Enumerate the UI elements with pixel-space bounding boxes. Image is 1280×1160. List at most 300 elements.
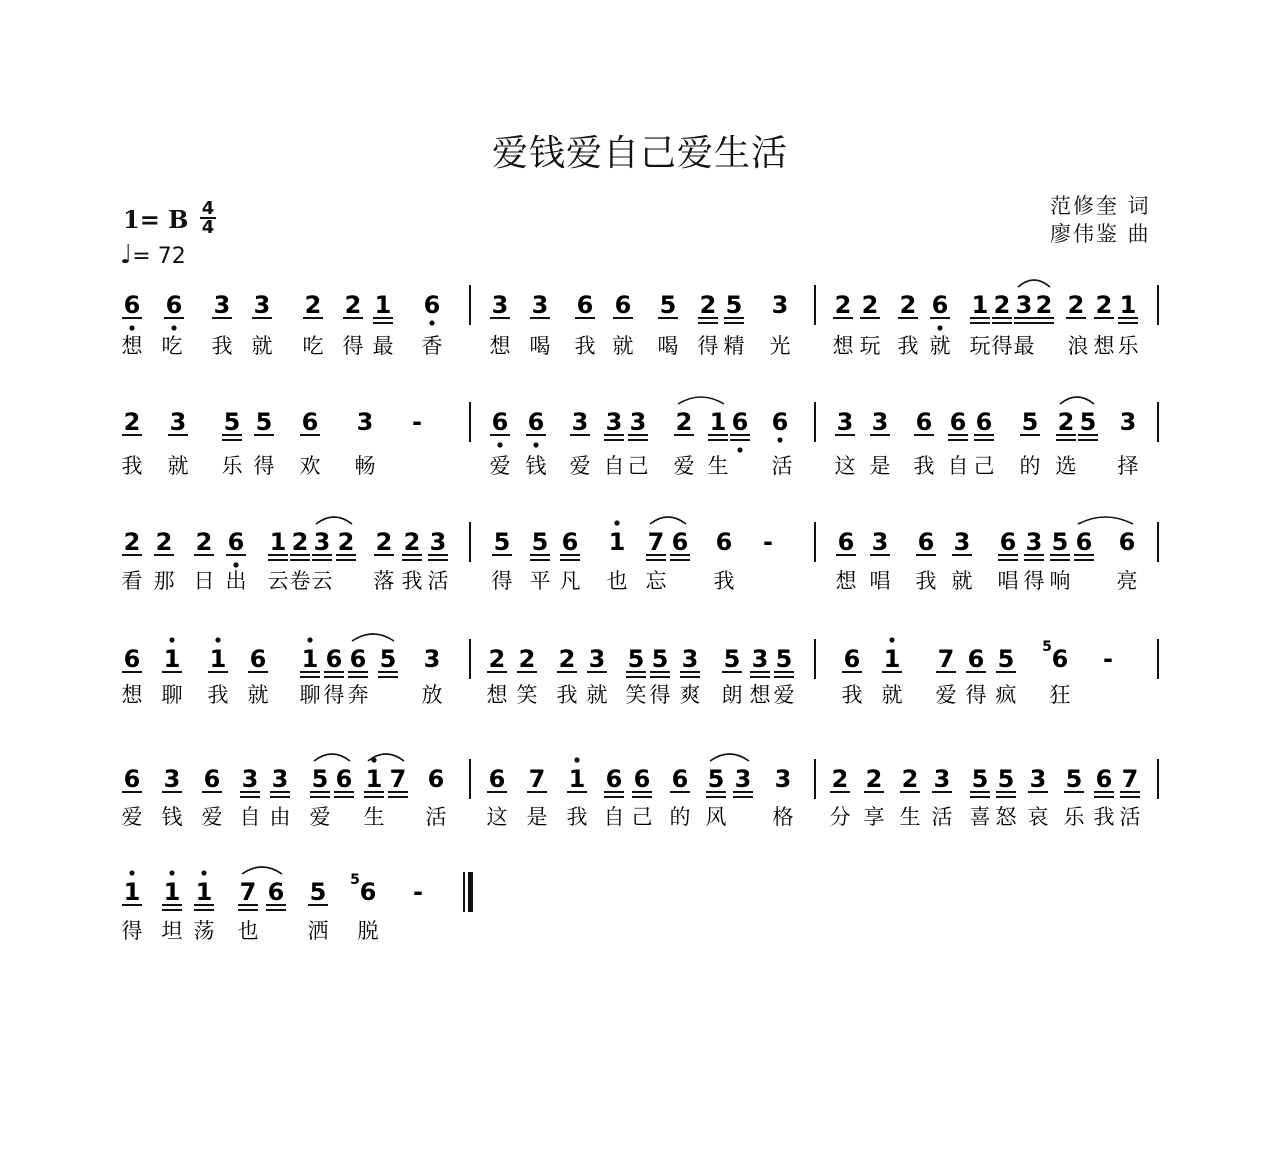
lyric-character: 唱 <box>997 569 1019 593</box>
note: 5 <box>707 765 725 793</box>
composer-credit: 廖伟鉴 曲 <box>1050 222 1151 246</box>
note: 1 <box>709 408 727 436</box>
note: 6 <box>999 528 1017 556</box>
note: 7 <box>937 645 955 673</box>
lyric-character: 我 <box>211 334 233 358</box>
note: 3 <box>1029 765 1047 793</box>
note: 2 <box>834 291 852 319</box>
slur-arc <box>1018 280 1050 287</box>
time-signature-top: 4 <box>201 198 215 219</box>
lyric-character: 忘 <box>645 569 667 593</box>
lyric-character: 就 <box>247 683 269 707</box>
lyric-character: 就 <box>586 683 608 707</box>
lyric-character: 这 <box>486 805 508 829</box>
lyric-character: 我 <box>841 683 863 707</box>
note: 6 <box>249 645 267 673</box>
lyric-character: 云 <box>311 569 333 593</box>
lyric-character: 爱 <box>121 805 143 829</box>
song-title: 爱钱爱自己爱生活 <box>491 133 788 174</box>
note: 5 <box>997 645 1015 673</box>
note: 1 <box>971 291 989 319</box>
note: 6 <box>671 528 689 556</box>
lyric-character: 我 <box>207 683 229 707</box>
low-octave-dot <box>777 437 782 442</box>
note: 3 <box>933 765 951 793</box>
note: 6 <box>227 528 245 556</box>
lyric-character: 狂 <box>1049 683 1071 707</box>
note: 6 <box>491 408 509 436</box>
note: 6 <box>203 765 221 793</box>
note: 5 <box>255 408 273 436</box>
note: 5 <box>311 765 329 793</box>
note: 1 <box>608 528 626 556</box>
final-bar-thick <box>468 872 473 912</box>
note: 2 <box>699 291 717 319</box>
slur-arc <box>352 634 394 641</box>
lyric-character: 浪 <box>1067 334 1089 358</box>
note: 7 <box>1121 765 1139 793</box>
note: 6 <box>967 645 985 673</box>
lyric-character: 爽 <box>679 683 701 707</box>
note: 3 <box>571 408 589 436</box>
lyric-character: 活 <box>1119 805 1141 829</box>
note: 6 <box>576 291 594 319</box>
note: 6 <box>671 765 689 793</box>
note: 3 <box>734 765 752 793</box>
low-octave-dot <box>533 442 538 447</box>
note: 6 <box>931 291 949 319</box>
lyric-character: 我 <box>713 569 735 593</box>
lyric-character: 风 <box>705 805 727 829</box>
note: 6 <box>917 528 935 556</box>
note: 6 <box>1075 528 1093 556</box>
lyric-character: 最 <box>372 334 394 358</box>
lyric-character: 看 <box>121 569 143 593</box>
lyric-character: 自 <box>947 454 969 478</box>
note: 2 <box>899 291 917 319</box>
note: 3 <box>253 291 271 319</box>
note: 3 <box>356 408 374 436</box>
lyric-character: 己 <box>973 454 995 478</box>
lyric-character: 我 <box>574 334 596 358</box>
lyric-character: 喜 <box>969 805 991 829</box>
note: 2 <box>558 645 576 673</box>
lyric-character: 响 <box>1049 569 1071 593</box>
lyric-character: 想 <box>121 683 143 707</box>
note: 1 <box>269 528 287 556</box>
note: 2 <box>518 645 536 673</box>
note: 2 <box>865 765 883 793</box>
note: 7 <box>389 765 407 793</box>
lyric-character: 得 <box>253 454 275 478</box>
note: - <box>763 528 773 556</box>
note: 1 <box>1119 291 1137 319</box>
lyric-character: 是 <box>526 805 548 829</box>
high-octave-dot <box>574 757 579 762</box>
note: 5 <box>627 645 645 673</box>
note: 3 <box>163 765 181 793</box>
lyric-character: 吃 <box>161 334 183 358</box>
lyric-character: 疯 <box>995 683 1017 707</box>
lyric-character: 爱 <box>309 805 331 829</box>
note: 6 <box>423 291 441 319</box>
lyric-character: 日 <box>193 569 215 593</box>
low-octave-dot <box>129 325 134 330</box>
lyric-character: 得 <box>649 683 671 707</box>
note: 1 <box>195 878 213 906</box>
note: 3 <box>1015 291 1033 319</box>
grace-note: 5 <box>1042 639 1052 655</box>
note: 6 <box>1118 528 1136 556</box>
note: 2 <box>403 528 421 556</box>
lyric-character: 选 <box>1055 454 1077 478</box>
slur-arc <box>1060 397 1094 404</box>
note: 6 <box>605 765 623 793</box>
lyric-character: 自 <box>603 805 625 829</box>
lyric-character: 那 <box>153 569 175 593</box>
lyric-character: 坦 <box>161 919 183 943</box>
lyric-character: 就 <box>251 334 273 358</box>
note: 1 <box>301 645 319 673</box>
note: 7 <box>239 878 257 906</box>
slur-arc <box>710 754 749 761</box>
lyric-character: 洒 <box>307 919 329 943</box>
lyric-character: 活 <box>425 805 447 829</box>
lyric-character: 爱 <box>773 683 795 707</box>
lyric-character: 朗 <box>721 683 743 707</box>
low-octave-dot <box>171 325 176 330</box>
high-octave-dot <box>889 637 894 642</box>
lyric-character: 爱 <box>935 683 957 707</box>
note: 6 <box>614 291 632 319</box>
note: 6 <box>123 291 141 319</box>
note: 3 <box>836 408 854 436</box>
note: 5 <box>725 291 743 319</box>
note: 6 <box>837 528 855 556</box>
lyric-character: 钱 <box>161 805 183 829</box>
note: 6 <box>915 408 933 436</box>
high-octave-dot <box>215 637 220 642</box>
lyric-character: 是 <box>869 454 891 478</box>
note: 2 <box>291 528 309 556</box>
lyric-character: 想 <box>749 683 771 707</box>
note: 5 <box>223 408 241 436</box>
note: 1 <box>163 878 181 906</box>
lyric-character: 的 <box>669 805 691 829</box>
note: 3 <box>1119 408 1137 436</box>
note: 6 <box>301 408 319 436</box>
note: - <box>1103 645 1113 673</box>
quarter-note-icon: ♩ <box>120 240 133 270</box>
note: 6 <box>949 408 967 436</box>
note: 6 <box>267 878 285 906</box>
note: 1 <box>365 765 383 793</box>
lyric-character: 畅 <box>354 454 376 478</box>
slur-arc <box>650 517 686 524</box>
lyric-character: 活 <box>427 569 449 593</box>
note: 6 <box>325 645 343 673</box>
note: 3 <box>313 528 331 556</box>
lyric-character: 想 <box>489 334 511 358</box>
lyric-character: 享 <box>863 805 885 829</box>
note: 3 <box>1025 528 1043 556</box>
note: 5 <box>659 291 677 319</box>
lyric-character: 奔 <box>347 683 369 707</box>
note: 2 <box>304 291 322 319</box>
lyric-character: 得 <box>342 334 364 358</box>
note: 3 <box>271 765 289 793</box>
note: 3 <box>774 765 792 793</box>
note: 3 <box>491 291 509 319</box>
lyric-character: 我 <box>566 805 588 829</box>
note: 6 <box>1051 645 1069 673</box>
lyric-character: 唱 <box>869 569 891 593</box>
lyric-character: 吃 <box>302 334 324 358</box>
lyric-character: 精 <box>723 334 745 358</box>
note: 2 <box>993 291 1011 319</box>
note: 3 <box>241 765 259 793</box>
note: 3 <box>605 408 623 436</box>
note: 2 <box>123 408 141 436</box>
note: 6 <box>771 408 789 436</box>
note: 3 <box>588 645 606 673</box>
lyric-character: 得 <box>697 334 719 358</box>
lyric-character: 香 <box>421 334 443 358</box>
lyric-character: 卷 <box>289 569 311 593</box>
note: 2 <box>861 291 879 319</box>
note: 3 <box>751 645 769 673</box>
lyric-character: 出 <box>225 569 247 593</box>
lyric-character: 就 <box>929 334 951 358</box>
lyric-character: 爱 <box>201 805 223 829</box>
low-octave-dot <box>497 442 502 447</box>
lyric-character: 最 <box>1013 334 1035 358</box>
lyric-character: 凡 <box>559 569 581 593</box>
note: 3 <box>531 291 549 319</box>
note: 3 <box>871 528 889 556</box>
lyric-character: 乐 <box>1063 805 1085 829</box>
high-octave-dot <box>169 870 174 875</box>
note: - <box>412 408 422 436</box>
lyric-character: 格 <box>772 805 794 829</box>
note: 2 <box>831 765 849 793</box>
lyric-character: 自 <box>603 454 625 478</box>
tempo-value: = 72 <box>132 244 186 269</box>
note: 2 <box>155 528 173 556</box>
note: 1 <box>568 765 586 793</box>
high-octave-dot <box>614 520 619 525</box>
note: 2 <box>123 528 141 556</box>
note: - <box>413 878 423 906</box>
note: 2 <box>488 645 506 673</box>
note: 5 <box>775 645 793 673</box>
note: 2 <box>1067 291 1085 319</box>
lyric-character: 己 <box>627 454 649 478</box>
lyric-character: 得 <box>121 919 143 943</box>
note: 1 <box>123 878 141 906</box>
high-octave-dot <box>307 637 312 642</box>
note: 6 <box>123 645 141 673</box>
lyric-character: 乐 <box>1117 334 1139 358</box>
note: 2 <box>375 528 393 556</box>
lyric-character: 生 <box>899 805 921 829</box>
lyric-character: 想 <box>832 334 854 358</box>
note: 3 <box>423 645 441 673</box>
note: 6 <box>488 765 506 793</box>
note: 6 <box>633 765 651 793</box>
lyric-character: 就 <box>881 683 903 707</box>
lyric-character: 怒 <box>995 805 1017 829</box>
lyric-character: 哀 <box>1027 805 1049 829</box>
note: 6 <box>527 408 545 436</box>
slur-arc <box>314 754 350 761</box>
lyric-character: 云 <box>267 569 289 593</box>
note: 5 <box>651 645 669 673</box>
note: 5 <box>309 878 327 906</box>
lyric-character: 我 <box>915 569 937 593</box>
note: 5 <box>531 528 549 556</box>
note: 3 <box>953 528 971 556</box>
key-signature: 1= B <box>123 205 189 234</box>
note: 6 <box>715 528 733 556</box>
slur-arc <box>1078 517 1133 524</box>
note: 3 <box>681 645 699 673</box>
note: 5 <box>1051 528 1069 556</box>
note: 6 <box>561 528 579 556</box>
lyric-character: 玩 <box>969 334 991 358</box>
note: 2 <box>1095 291 1113 319</box>
note: 2 <box>195 528 213 556</box>
low-octave-dot <box>429 320 434 325</box>
lyric-character: 荡 <box>193 919 215 943</box>
lyric-character: 得 <box>991 334 1013 358</box>
note: 5 <box>1021 408 1039 436</box>
lyric-character: 择 <box>1117 454 1139 478</box>
lyric-character: 光 <box>769 334 791 358</box>
lyric-character: 笑 <box>625 683 647 707</box>
lyric-character: 活 <box>931 805 953 829</box>
grace-note: 5 <box>350 872 360 888</box>
lyric-character: 我 <box>556 683 578 707</box>
note: 6 <box>165 291 183 319</box>
lyric-character: 喝 <box>657 334 679 358</box>
note: 3 <box>213 291 231 319</box>
lyric-character: 的 <box>1019 454 1041 478</box>
lyric-character: 想 <box>486 683 508 707</box>
slur-arc <box>242 867 282 874</box>
lyric-character: 爱 <box>673 454 695 478</box>
lyric-character: 得 <box>491 569 513 593</box>
lyric-character: 我 <box>401 569 423 593</box>
note: 6 <box>843 645 861 673</box>
lyric-character: 钱 <box>525 454 547 478</box>
note: 3 <box>429 528 447 556</box>
lyric-character: 就 <box>951 569 973 593</box>
note: 5 <box>1065 765 1083 793</box>
note: 1 <box>883 645 901 673</box>
low-octave-dot <box>937 325 942 330</box>
lyric-character: 玩 <box>859 334 881 358</box>
note: 6 <box>1095 765 1113 793</box>
note: 6 <box>335 765 353 793</box>
lyric-character: 由 <box>269 805 291 829</box>
note: 5 <box>723 645 741 673</box>
lyric-character: 放 <box>421 683 443 707</box>
note: 5 <box>971 765 989 793</box>
note: 1 <box>374 291 392 319</box>
lyricist-credit: 范修奎 词 <box>1050 194 1151 218</box>
note: 1 <box>163 645 181 673</box>
note: 6 <box>349 645 367 673</box>
note: 2 <box>344 291 362 319</box>
lyric-character: 亮 <box>1116 569 1138 593</box>
lyric-character: 平 <box>529 569 551 593</box>
lyric-character: 爱 <box>569 454 591 478</box>
note: 3 <box>629 408 647 436</box>
note: 5 <box>997 765 1015 793</box>
note: 7 <box>647 528 665 556</box>
lyric-character: 想 <box>1093 334 1115 358</box>
lyric-character: 爱 <box>489 454 511 478</box>
lyric-character: 我 <box>913 454 935 478</box>
note: 6 <box>731 408 749 436</box>
lyric-character: 己 <box>631 805 653 829</box>
lyric-character: 分 <box>829 805 851 829</box>
note: 2 <box>901 765 919 793</box>
lyric-character: 生 <box>363 805 385 829</box>
note: 6 <box>427 765 445 793</box>
lyric-character: 得 <box>965 683 987 707</box>
lyric-character: 也 <box>237 919 259 943</box>
note: 2 <box>337 528 355 556</box>
note: 2 <box>1035 291 1053 319</box>
note: 2 <box>1057 408 1075 436</box>
lyric-character: 脱 <box>357 919 379 943</box>
lyric-character: 这 <box>834 454 856 478</box>
note: 6 <box>975 408 993 436</box>
lyric-character: 我 <box>1093 805 1115 829</box>
lyric-character: 得 <box>1023 569 1045 593</box>
lyric-character: 想 <box>121 334 143 358</box>
lyric-character: 就 <box>167 454 189 478</box>
lyric-character: 落 <box>373 569 395 593</box>
note: 6 <box>123 765 141 793</box>
lyric-character: 我 <box>121 454 143 478</box>
lyric-character: 就 <box>612 334 634 358</box>
note: 6 <box>359 878 377 906</box>
lyric-character: 生 <box>707 454 729 478</box>
lyric-character: 笑 <box>516 683 538 707</box>
note: 3 <box>771 291 789 319</box>
lyric-character: 自 <box>239 805 261 829</box>
slur-arc <box>316 517 352 524</box>
note: 1 <box>209 645 227 673</box>
lyric-character: 活 <box>771 454 793 478</box>
high-octave-dot <box>201 870 206 875</box>
lyric-character: 得 <box>323 683 345 707</box>
lyric-character: 想 <box>835 569 857 593</box>
lyric-character: 聊 <box>299 683 321 707</box>
lyric-character: 乐 <box>221 454 243 478</box>
lyric-character: 欢 <box>299 454 321 478</box>
note: 7 <box>528 765 546 793</box>
note: 5 <box>1079 408 1097 436</box>
low-octave-dot <box>233 562 238 567</box>
lyric-character: 喝 <box>529 334 551 358</box>
time-signature-bottom: 4 <box>201 217 215 238</box>
note: 3 <box>871 408 889 436</box>
high-octave-dot <box>129 870 134 875</box>
